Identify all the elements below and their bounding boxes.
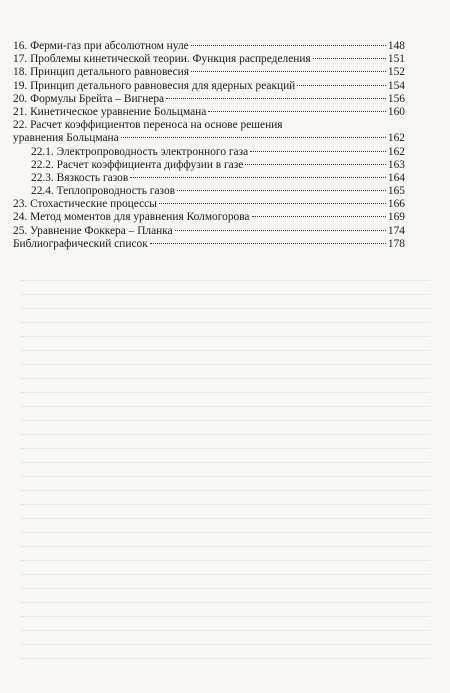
leader-dots [252, 216, 386, 217]
toc-page: 152 [387, 66, 405, 79]
toc-entry[interactable] [13, 53, 405, 66]
leader-dots [245, 164, 386, 165]
leader-dots [159, 203, 386, 204]
toc-page: 166 [387, 198, 405, 211]
toc-page: 148 [387, 40, 405, 52]
toc-page: 160 [387, 105, 405, 118]
toc-entry[interactable] [13, 238, 405, 251]
leader-dots [150, 243, 386, 244]
toc-entry[interactable] [13, 40, 405, 53]
toc-entry[interactable] [13, 106, 405, 119]
leader-dots [121, 137, 386, 138]
show-through-text [20, 280, 430, 660]
toc-entry[interactable] [13, 119, 405, 145]
leader-dots [313, 58, 386, 59]
toc-title: 16. Ферми-газ при абсолютном нуле [13, 40, 189, 52]
toc-entry[interactable] [13, 93, 405, 106]
leader-dots [175, 230, 386, 231]
toc-entry[interactable] [13, 225, 405, 238]
toc-page: 163 [387, 158, 405, 171]
toc-title: 24. Метод моментов для уравнения Колмогорова [13, 211, 250, 224]
toc-page: 162 [387, 132, 405, 145]
toc-entry[interactable] [13, 211, 405, 224]
toc-page: 178 [387, 237, 405, 250]
toc-title: Библиографический список [13, 237, 148, 250]
leader-dots [177, 190, 386, 191]
toc-page: 151 [387, 53, 405, 66]
toc-title: 19. Принцип детального равновесия для ядерных реакций [13, 79, 296, 92]
leader-dots [166, 98, 386, 99]
toc-title: 22.3. Вязкость газов [31, 171, 129, 184]
leader-dots [130, 177, 386, 178]
toc-page: 169 [387, 211, 405, 224]
toc-page: 164 [387, 171, 405, 184]
toc-title: 22.1. Электропроводность электронного газа [31, 145, 249, 158]
toc-entry[interactable] [13, 172, 405, 185]
toc-page: 154 [387, 79, 405, 92]
toc-page: 162 [387, 145, 405, 158]
leader-dots [208, 111, 386, 112]
leader-dots [297, 85, 386, 86]
toc-page: 156 [387, 92, 405, 105]
toc-entry[interactable] [13, 80, 405, 93]
toc-title: 23. Стохастические процессы [13, 198, 157, 211]
toc-title: 22.4. Теплопроводность газов [31, 185, 176, 198]
toc-title-continued: уравнения Больцмана [13, 132, 119, 145]
toc-entry[interactable] [13, 146, 405, 159]
toc-title: 21. Кинетическое уравнение Больцмана [13, 105, 207, 118]
toc-page: 165 [387, 185, 405, 198]
toc-entry[interactable] [13, 66, 405, 79]
toc-entry[interactable] [13, 198, 405, 211]
leader-dots [250, 151, 386, 152]
toc-entry[interactable] [13, 185, 405, 198]
toc-title: 20. Формулы Брейта – Вигнера [13, 92, 165, 105]
toc-title: 18. Принцип детального равновесия [13, 66, 190, 79]
toc-title: 22.2. Расчет коэффициента диффузии в газе [31, 158, 244, 171]
table-of-contents [13, 40, 405, 251]
toc-entry[interactable] [13, 159, 405, 172]
toc-title: 22. Расчет коэффициентов переноса на основе решения [13, 119, 283, 132]
leader-dots [191, 45, 386, 46]
leader-dots [191, 71, 386, 72]
toc-page: 174 [387, 224, 405, 237]
toc-title: 17. Проблемы кинетической теории. Функция распределения [13, 53, 311, 66]
toc-title: 25. Уравнение Фоккера – Планка [13, 224, 173, 237]
